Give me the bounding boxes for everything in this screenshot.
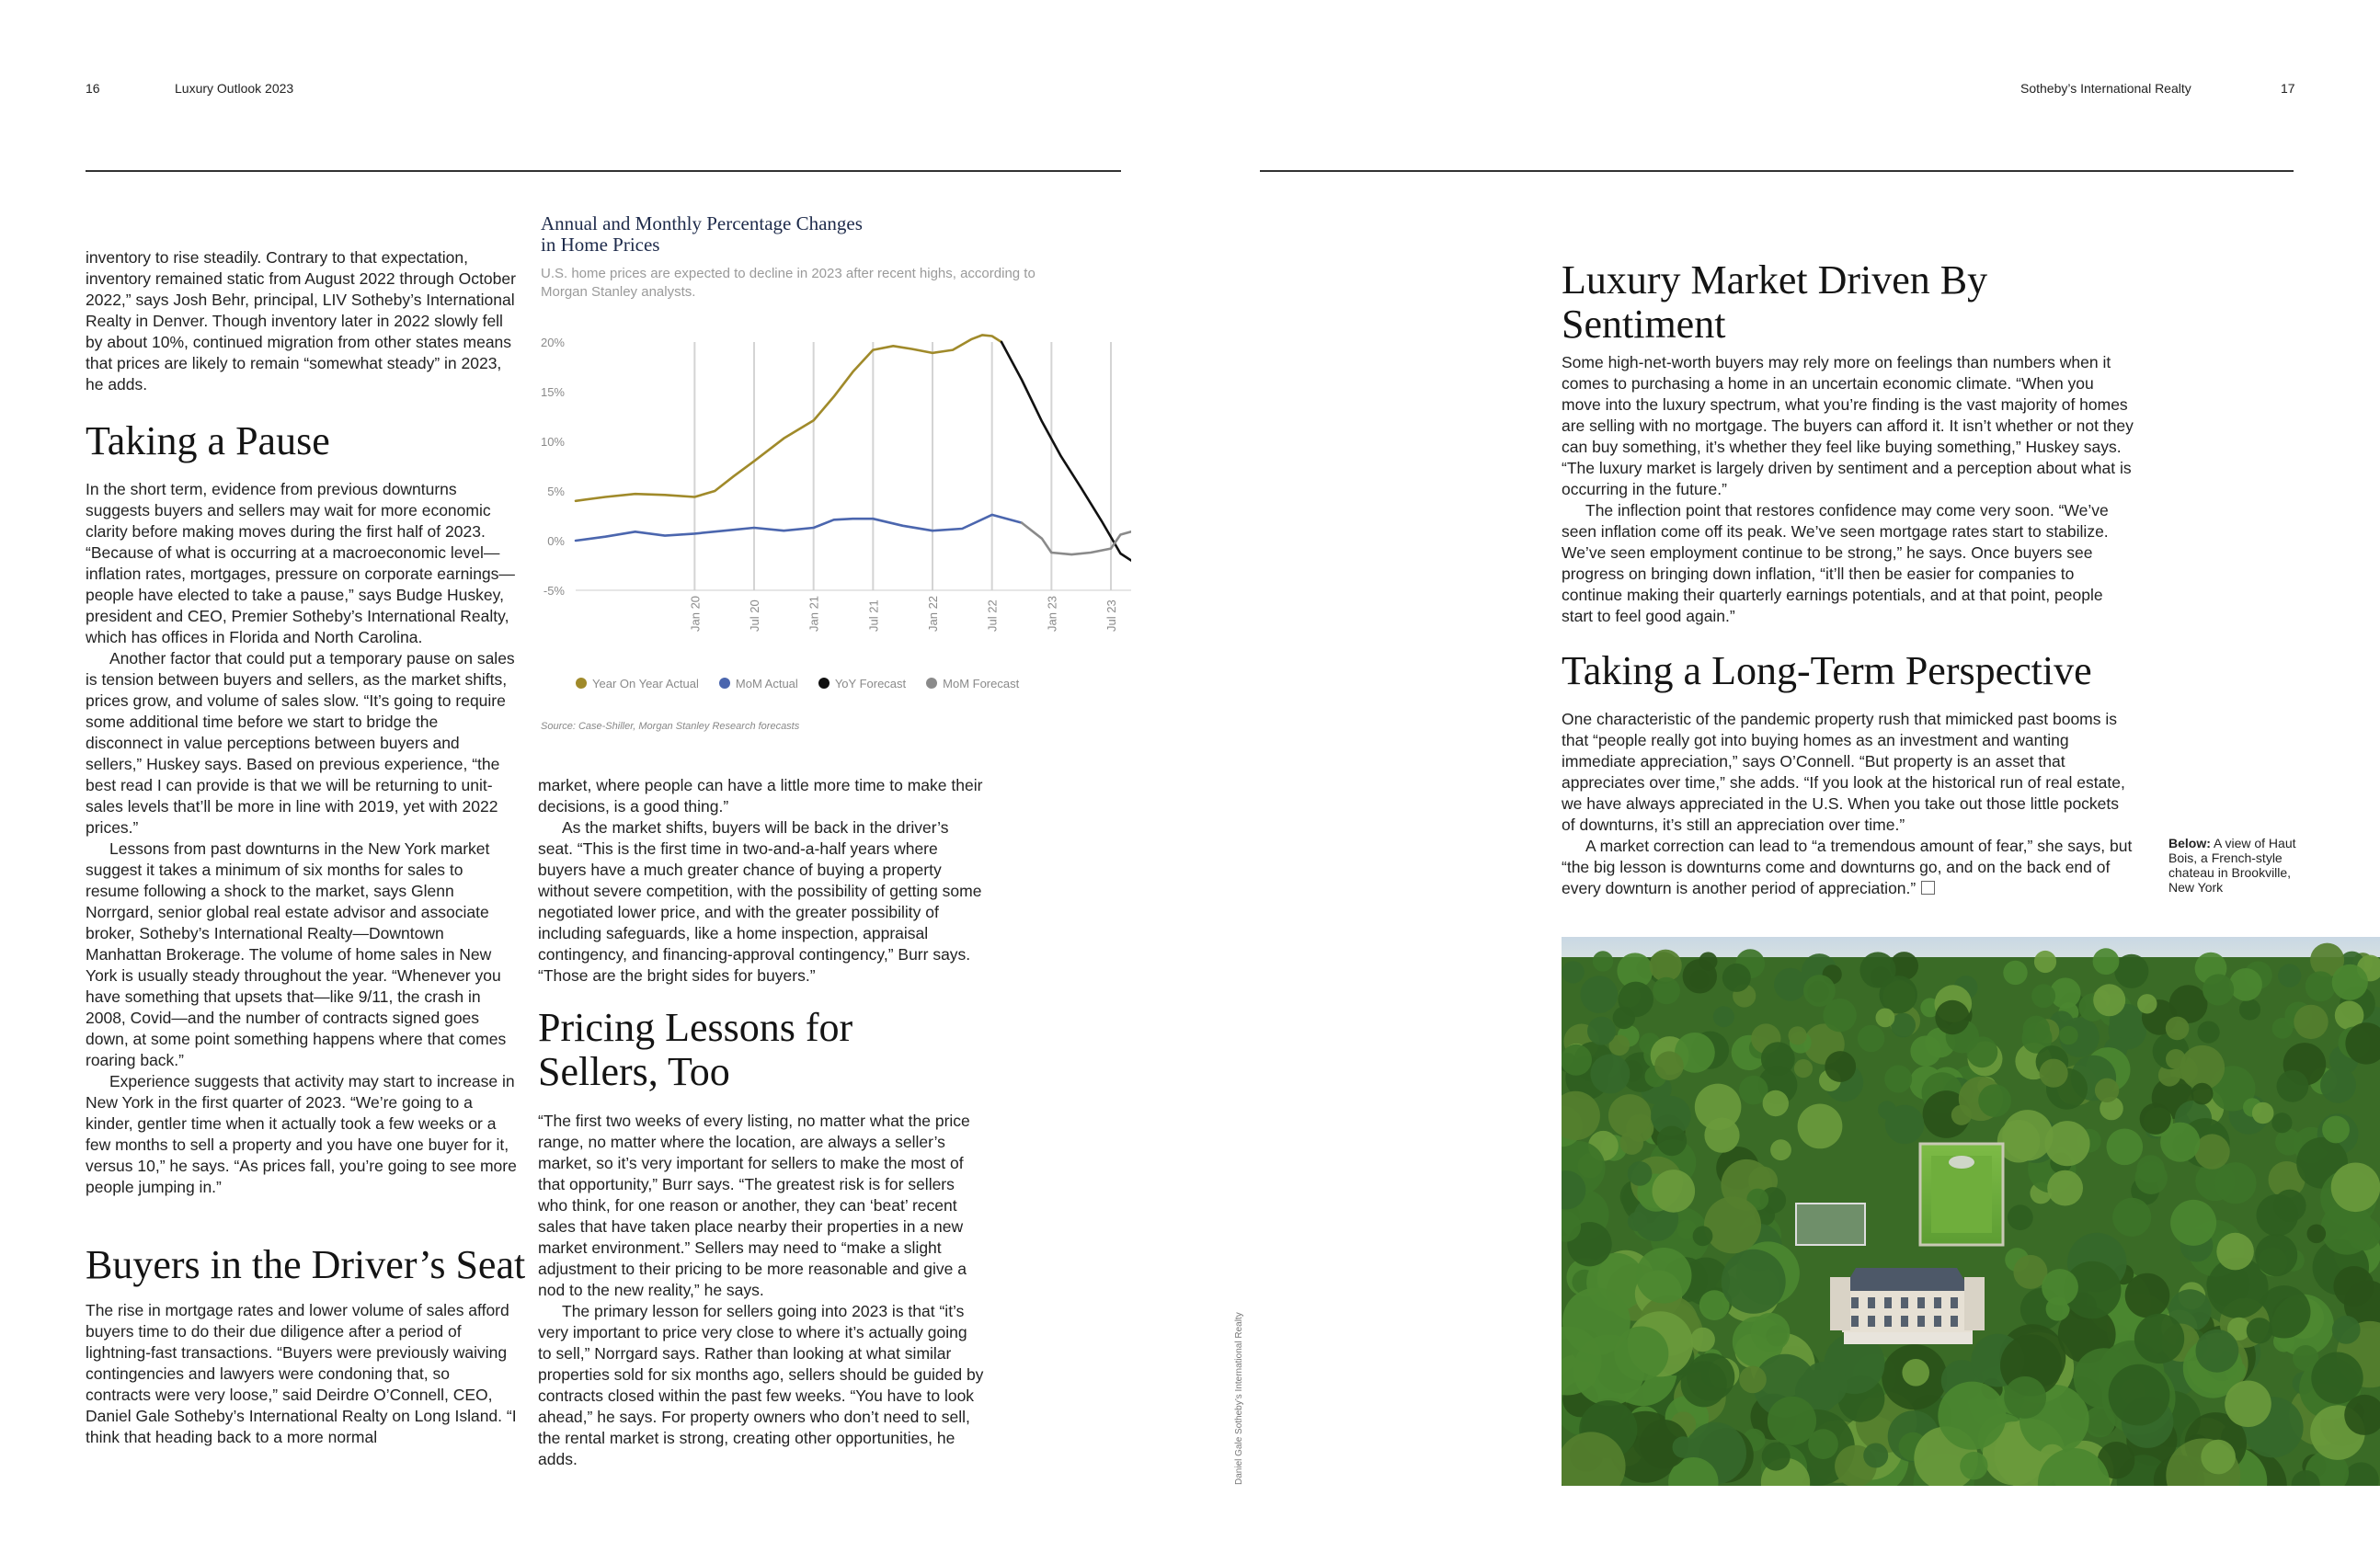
tree-crown	[2023, 1016, 2050, 1043]
tree-crown	[2093, 984, 2125, 1016]
tennis-court	[1796, 1204, 1865, 1245]
tree-crown	[2107, 1129, 2144, 1166]
y-tick-label: 10%	[540, 435, 565, 449]
x-tick-label: Jan 20	[688, 595, 703, 632]
tree-crown	[1951, 1105, 1972, 1125]
tree-crown	[1704, 1196, 1761, 1253]
x-tick-label: Jul 22	[985, 599, 1000, 632]
tree-crown	[2225, 1381, 2271, 1428]
caption-text: A view of Haut Bois, a French-style chateau in Brookville, New York	[2168, 836, 2296, 895]
left-header-rule	[86, 170, 1121, 172]
photo-credit: Daniel Gale Sotheby’s International Realty	[1234, 1312, 1244, 1485]
legend-dot	[719, 678, 730, 689]
paragraph: One characteristic of the pandemic property rush that mimicked past booms is that “people really got into buying homes as an investment and wanting immediate appreciation,” says O’Connell. “But property is an asset that appreciates over time,” she adds. “If you look at the historical run of real estate, we have always appreciated in the U.S. When you take out those little pockets of downturns, it’s still an appreciation over time.”	[1562, 710, 2125, 834]
legend-label: YoY Forecast	[834, 677, 907, 690]
legend-label: MoM Forecast	[943, 677, 1020, 690]
paragraph: inventory to rise steadily. Contrary to that expectation, inventory remained static from August 2022 through October 2022,” says Josh Behr, principal, LIV Sotheby’s International Realty in Denver. Though inventory later in 2022 slowly fell by about 10%, continued migration from other states means that prices are likely to remain “somewhat steady” in 2023, he adds.	[86, 248, 516, 394]
chateau-wing-right	[1964, 1277, 1985, 1330]
y-tick-label: -5%	[543, 584, 565, 598]
tree-crown	[2196, 1329, 2239, 1373]
tree-crown	[2114, 954, 2148, 988]
series-mom-forecast-line	[1022, 523, 1131, 555]
x-tick-label: Jan 23	[1045, 595, 1059, 632]
tree-crown	[2216, 1233, 2254, 1271]
tree-crown	[2109, 1364, 2170, 1426]
tree-crown	[2239, 999, 2260, 1020]
tree-crown	[1825, 1051, 1856, 1082]
tree-crown	[1657, 1126, 1688, 1157]
x-tick-label: Jul 20	[748, 599, 762, 632]
tree-crown	[2095, 1078, 2119, 1102]
column-2-top	[538, 775, 984, 987]
paragraph: Some high-net-worth buyers may rely more on feelings than numbers when it comes to purchasing a home in an uncertain economic climate. “When you move into the luxury spectrum, what you’re finding is the vast majority of homes are selling with no mortgage. The buyers can afford it. It isn’t whether or not they can buy something, it’s whether they feel like buying something,” Huskey says. “The luxury market is largely driven by sentiment and a perception about what is occurring in the future.”	[1562, 353, 2134, 498]
tree-crown	[2137, 994, 2157, 1013]
y-tick-label: 20%	[540, 336, 565, 349]
tree-crown	[1858, 1025, 1884, 1052]
tree-crown	[1794, 1059, 1813, 1078]
tree-crown	[2125, 1273, 2170, 1318]
tree-crown	[1562, 1044, 1592, 1076]
heading-long-term-perspective: Taking a Long-Term Perspective	[1562, 648, 2092, 693]
tree-crown	[1801, 1362, 1847, 1408]
tree-crown	[1722, 1250, 1786, 1314]
right-header-rule	[1260, 170, 2294, 172]
tree-crown	[2047, 1170, 2083, 1206]
tree-crown	[1798, 1104, 1843, 1149]
tree-crown	[2059, 1026, 2078, 1045]
tree-crown	[2191, 1083, 2214, 1105]
tree-crown	[2166, 1049, 2186, 1069]
tree-crown	[2134, 1314, 2184, 1364]
tree-crown	[2331, 1163, 2380, 1213]
tree-crown	[1614, 1327, 1668, 1381]
paragraph: “The first two weeks of every listing, no matter what the price range, no matter where the location, are always a seller’s market, so it’s very important for sellers to make the most of that opportunity,” Burr says. “The greatest risk is for sellers who think, for one reason or another, they can ‘beat’ recent sales that have taken place nearby their properties in a new market environment.” Sellers may need to “make a slight adjustment to their pricing to be more reasonable and give a nod to the new reality,” he says.	[538, 1112, 970, 1299]
chart-subtitle: U.S. home prices are expected to decline in 2023 after recent highs, according to Morgan Stanley analysts.	[541, 266, 1036, 300]
left-page-number: 16	[86, 81, 100, 96]
tree-crown	[1774, 968, 1807, 1001]
tree-crown	[2112, 1198, 2151, 1237]
tree-crown	[2004, 1376, 2046, 1419]
tree-crown	[2003, 961, 2027, 985]
x-tick-label: Jan 21	[807, 595, 821, 632]
tree-crown	[2332, 964, 2368, 1000]
home-price-line-chart	[524, 324, 1131, 673]
legend-dot	[818, 678, 830, 689]
tree-crown	[2332, 1316, 2361, 1344]
tree-crown	[2201, 1440, 2236, 1475]
tree-crown	[1938, 1382, 2006, 1450]
tree-crown	[2247, 1318, 2272, 1343]
x-tick-label: Jul 23	[1104, 599, 1119, 632]
tree-crown	[1618, 982, 1653, 1018]
tree-crown	[1673, 1436, 1695, 1458]
tree-crown	[1654, 1051, 1684, 1080]
tree-crown	[1935, 1000, 1969, 1034]
tree-crown	[1863, 1444, 1888, 1468]
tree-crown	[2044, 1121, 2089, 1166]
tree-crown	[2136, 1155, 2164, 1182]
tree-crown	[1580, 976, 1618, 1013]
tree-crown	[1593, 951, 1613, 971]
tree-crown	[1880, 976, 1917, 1013]
y-tick-label: 15%	[540, 385, 565, 399]
tree-crown	[1722, 964, 1751, 992]
tree-crown	[2166, 1017, 2190, 1041]
tree-crown	[2198, 1021, 2220, 1044]
tree-crown	[2271, 1113, 2292, 1133]
tree-crown	[1876, 1009, 1895, 1028]
y-tick-label: 0%	[547, 534, 565, 548]
tree-crown	[2311, 1352, 2363, 1404]
paragraph: The rise in mortgage rates and lower volume of sales afford buyers time to do their due diligence after a period of lightning-fast transactions. “Buyers were previously waiving contingencies and lawyers were condoning that, so contracts were very loose,” said Deirdre O’Connell, CEO, Daniel Gale Sotheby’s International Realty on Long Island. “I think that heading back to a more normal	[86, 1301, 517, 1446]
tree-crown	[1695, 1084, 1742, 1131]
legend-item-mom-actual	[719, 677, 798, 690]
column-1-body	[86, 479, 518, 1198]
tree-crown	[1768, 1397, 1816, 1445]
tree-crown	[2277, 1070, 2309, 1102]
tree-crown	[2140, 1103, 2171, 1135]
tree-crown	[2034, 951, 2056, 973]
legend-item-yoy-forecast	[818, 677, 906, 690]
heading-pricing-lessons: Pricing Lessons for Sellers, Too	[538, 1005, 853, 1094]
legend-item-yoy-actual	[576, 677, 699, 690]
tree-crown	[1885, 1105, 1925, 1145]
legend-label: Year On Year Actual	[592, 677, 699, 690]
tree-crown	[1789, 1026, 1807, 1044]
paragraph: The inflection point that restores confidence may come very soon. “We’ve seen inflation come off its peak. We’ve seen mortgage rates start to stabilize. We’ve seen employment continue to be strong,” he says. Once buyers see progress on bringing down inflation, “it’ll then be easier for companies to continue making their quarterly earnings potentials, and at that point, people start to feel good again.”	[1562, 501, 2109, 625]
tree-crown	[1739, 1366, 1767, 1394]
chart-source: Source: Case-Shiller, Morgan Stanley Research forecasts	[541, 721, 800, 732]
tree-crown	[1628, 1161, 1653, 1186]
tree-crown	[2322, 1116, 2350, 1144]
chateau-wing-left	[1830, 1277, 1850, 1330]
paragraph: Another factor that could put a temporary pause on sales is tension between buyers and sellers, as the market shifts, prices grow, and volume of sales slow. “It’s going to require some additional time before we start to bridge the disconnect in value perceptions between buyers and sellers,” Huskey says. Based on previous experience, “the best read I can provide is that we will be returning to unit-sales levels that’ll be more in line with 2019, yet with 2022 prices.”	[86, 649, 515, 837]
tree-crown	[1693, 1226, 1713, 1246]
tree-crown	[2093, 948, 2120, 975]
tree-crown	[1699, 952, 1717, 970]
tree-crown	[1763, 1090, 1789, 1116]
paragraph: In the short term, evidence from previous downturns suggests buyers and sellers may wait for more economic clarity before making moves during the first half of 2023. “Because of what is occurring at a macroeconomic level—inflation rates, mortgages, pressure on corporate earnings—people have elected to take a pause,” says Budge Huskey, president and CEO, Premier Sotheby’s International Realty, which has offices in Florida and North Carolina.	[86, 480, 515, 646]
tree-crown	[1902, 1359, 1929, 1387]
tree-crown	[2042, 1269, 2078, 1306]
tree-crown	[1713, 1006, 1734, 1027]
tree-crown	[1590, 1055, 1630, 1094]
legend-dot	[926, 678, 937, 689]
legend-label: MoM Actual	[735, 677, 798, 690]
tree-crown	[2255, 1234, 2297, 1276]
tree-crown	[1653, 977, 1680, 1005]
tree-crown	[1770, 1139, 1791, 1160]
tree-crown	[2214, 1162, 2256, 1204]
tree-crown	[1653, 1170, 1696, 1213]
series-mom-actual-line	[576, 515, 1022, 541]
x-tick-label: Jan 22	[926, 595, 941, 632]
tree-crown	[2031, 984, 2055, 1008]
tree-crown	[1608, 1094, 1652, 1137]
photo-caption	[2168, 836, 2316, 895]
tree-crown	[2170, 1200, 2216, 1246]
tree-crown	[2252, 1102, 2274, 1124]
right-page-number: 17	[2281, 81, 2295, 96]
caption-label: Below:	[2168, 836, 2211, 850]
tree-crown	[1690, 1328, 1715, 1352]
tree-crown	[1636, 1248, 1692, 1304]
tree-crown	[1803, 975, 1836, 1007]
tree-crown	[1978, 1084, 2011, 1117]
chart-title: Annual and Monthly Percentage Changes in Home Prices	[541, 212, 863, 256]
paragraph	[1562, 836, 2136, 899]
tree-crown	[1910, 1035, 1940, 1066]
fountain	[1949, 1156, 1974, 1169]
column-3-body	[1562, 709, 2136, 899]
column-1-intro	[86, 247, 518, 395]
legend-item-mom-forecast	[926, 677, 1019, 690]
heading-luxury-market-sentiment: Luxury Market Driven By Sentiment	[1562, 257, 1988, 347]
legend-dot	[576, 678, 587, 689]
tree-crown	[2320, 1067, 2356, 1103]
tree-crown	[2257, 1194, 2299, 1237]
tree-crown	[1650, 950, 1682, 982]
column-2-body	[538, 1111, 984, 1470]
chateau-roof	[1842, 1268, 1971, 1291]
column-1-end	[86, 1300, 518, 1448]
tree-crown	[2306, 971, 2336, 1001]
right-running-title: Sotheby’s International Realty	[2020, 81, 2191, 96]
tree-crown	[2203, 974, 2234, 1005]
heading-taking-a-pause: Taking a Pause	[86, 418, 330, 463]
paragraph: Experience suggests that activity may start to increase in New York in the first quarter of 2023. “We’re going to a kinder, gentler time when it actually took a few weeks or a few months to sell a property and you have one buyer for it, versus 10,” he says. “As prices fall, you’re going to see more people jumping in.”	[86, 1072, 517, 1196]
tree-crown	[2278, 964, 2301, 987]
tree-crown	[2294, 1005, 2328, 1039]
series-yoy-actual-line	[576, 335, 1001, 500]
heading-buyers-drivers-seat: Buyers in the Driver’s Seat	[86, 1242, 526, 1287]
tree-crown	[1587, 1017, 1616, 1045]
tree-crown	[2008, 1204, 2033, 1230]
end-of-article-icon	[1921, 881, 1935, 895]
tree-crown	[1884, 1066, 1912, 1093]
paragraph: The primary lesson for sellers going into 2023 is that “it’s very important to price very close to where it’s actually going to sell,” Norrgard says. Rather than looking at what similar properties sold for six months ago, sellers should be guided by contracts closed within the past few weeks. “You have to look ahead,” he says. For property owners who don’t need to sell, the rental market is strong, creating other opportunities, he adds.	[538, 1302, 984, 1468]
column-3-top	[1562, 352, 2136, 627]
tree-crown	[1761, 1042, 1795, 1076]
tree-crown	[2272, 1018, 2294, 1039]
left-running-title: Luxury Outlook 2023	[175, 81, 294, 96]
tree-crown	[2229, 968, 2262, 1001]
paragraph: market, where people can have a little more time to make their decisions, is a good thing.”	[538, 776, 983, 816]
paragraph: As the market shifts, buyers will be back in the driver’s seat. “This is the first time in two-and-a-half years where buyers have a much greater chance of buying a property without severe competition, with the possibility of getting some negotiated lower price, and with the greater possibility of including safeguards, like a home inspection, appraisal contingency, and financing-approval contingency,” Burr says. “Those are the bright sides for buyers.”	[538, 818, 982, 985]
chart-legend	[576, 677, 1019, 690]
tree-crown	[1960, 1452, 1987, 1479]
tree-crown	[2307, 1225, 2327, 1244]
tree-crown	[1751, 1313, 1791, 1352]
tree-crown	[1762, 1443, 1791, 1471]
y-tick-label: 5%	[547, 485, 565, 498]
tree-crown	[1562, 961, 1584, 983]
x-tick-label: Jul 21	[866, 599, 881, 632]
aerial-chateau-photo	[1562, 937, 2380, 1486]
paragraph: Lessons from past downturns in the New York market suggest it takes a minimum of six months for sales to resume following a shock to the market, says Glenn Norrgard, senior global real estate advisor and associate broker, Sotheby’s International Realty—Downtown Manhattan Brokerage. The volume of home sales in New York is usually steady throughout the year. “Whenever you have something that upsets that—like 9/11, the crash in 2008, Covid—and the number of contracts signed goes down, at some point something happens where that comes roaring back.”	[86, 839, 507, 1069]
tree-crown	[1966, 1036, 1997, 1067]
tree-crown	[1681, 1361, 1727, 1407]
paragraph-text: A market correction can lead to “a tremendous amount of fear,” she says, but “the big lesson is downturns come and downturns go, and on the back end of every downturn is another period of appreciation.”	[1562, 837, 2133, 897]
tree-crown	[2040, 1059, 2068, 1088]
